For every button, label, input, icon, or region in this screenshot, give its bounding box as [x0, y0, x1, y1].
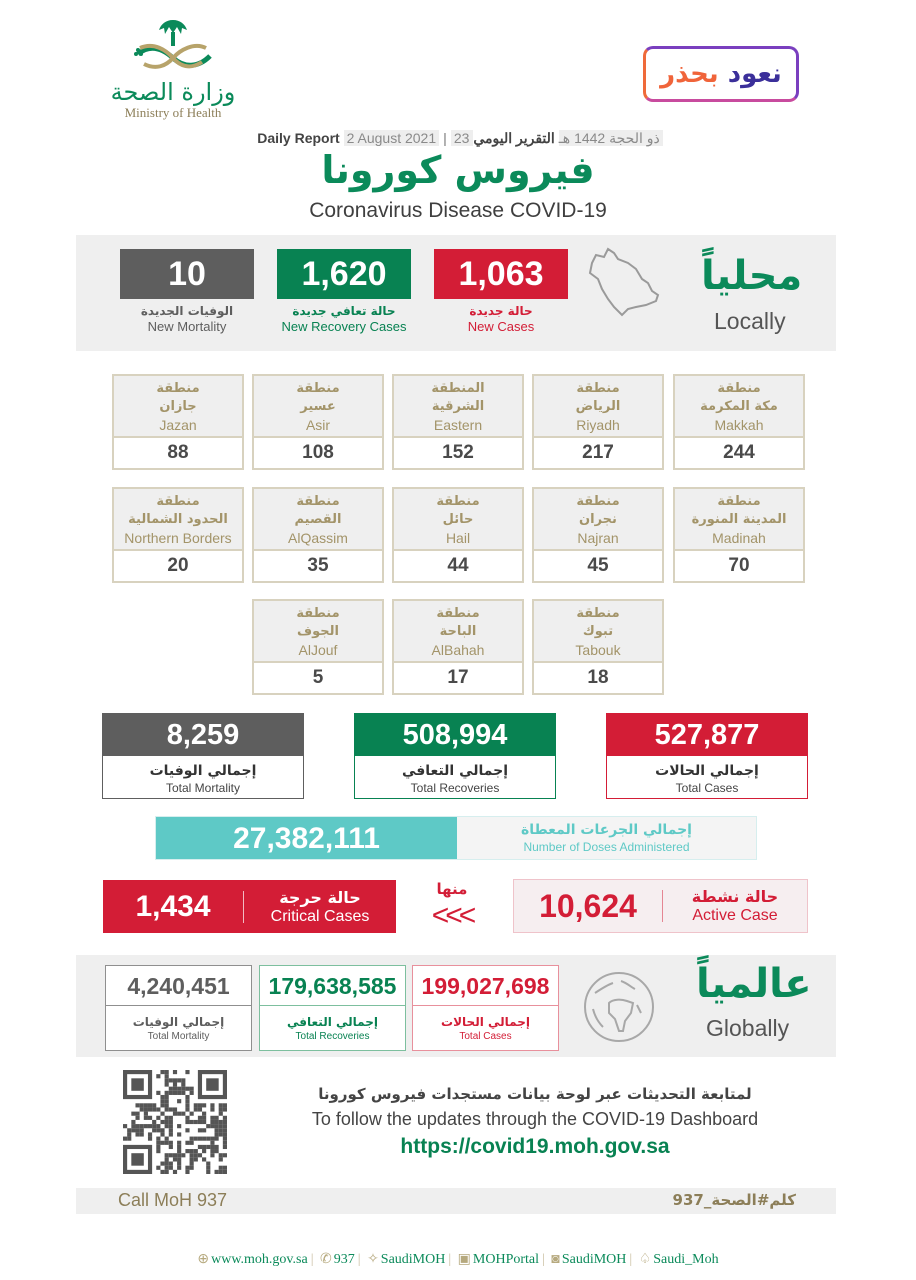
page-title-english: Coronavirus Disease COVID-19	[309, 199, 607, 222]
follow-text-en: To follow the updates through the COVID-19 Dashboard	[311, 1109, 759, 1129]
region-name-en: AlBahah	[431, 642, 485, 658]
new-mortality-label-ar: الوفيات الجديدة	[140, 304, 234, 318]
call-hashtag-text: كلم#الصحة_937	[672, 1191, 796, 1209]
page-title-arabic: فيروس كورونا	[321, 148, 595, 192]
footer-links: ⊕ www.moh.gov.sa | ✆ 937 | ✧ SaudiMOH | ▣ MOHPortal | ◙ SaudiMOH | ♤ Saudi_Moh	[197, 1252, 719, 1267]
region-header	[394, 489, 522, 551]
footer-snapchat-link[interactable]: Saudi_Moh	[653, 1252, 719, 1267]
logo-english-text: Ministry of Health	[124, 105, 222, 120]
region-prefix: المنطقة	[431, 381, 485, 396]
global-recoveries-card	[259, 965, 406, 1051]
global-cases-label-en: Total Cases	[459, 1031, 512, 1042]
region-name-en: Riyadh	[576, 417, 620, 433]
new-recoveries-label	[264, 303, 424, 335]
region-name-ar: الحدود الشمالية	[128, 512, 228, 527]
new-cases-label-en: New Cases	[467, 319, 535, 334]
region-header	[114, 376, 242, 438]
active-cases-label-ar: حالة نشطة	[691, 887, 779, 906]
region-card	[532, 487, 664, 583]
region-name-en: Makkah	[714, 417, 764, 433]
globally-heading-en: Globally	[706, 1015, 790, 1041]
locally-panel	[76, 235, 836, 351]
region-prefix: منطقة	[436, 606, 480, 621]
phone-icon: ✆	[320, 1252, 332, 1267]
region-prefix: منطقة	[156, 494, 200, 509]
locally-heading-ar: محلياً	[701, 253, 803, 299]
active-cases-label-en: Active Case	[692, 907, 778, 924]
region-name-en: Tabouk	[575, 642, 621, 658]
global-recoveries-label-ar: إجمالي التعافي	[287, 1015, 378, 1029]
total-recoveries-value: 508,994	[355, 714, 555, 756]
divider	[662, 890, 663, 922]
total-cases-card	[606, 713, 808, 799]
critical-cases-value: 1,434	[135, 889, 211, 923]
snapchat-icon: ♤	[638, 1252, 652, 1267]
palm-swords-emblem-icon	[128, 18, 218, 72]
twitter-icon: ✧	[367, 1252, 379, 1267]
region-value: 44	[447, 555, 469, 576]
region-card	[392, 374, 524, 470]
globe-icon: ⊕	[197, 1252, 210, 1267]
global-mortality-label-en: Total Mortality	[147, 1031, 210, 1042]
new-mortality-label-en: New Mortality	[147, 319, 227, 334]
region-header	[675, 489, 803, 551]
total-cases-label-ar: إجمالي الحالات	[655, 763, 759, 779]
footer-youtube-link[interactable]: MOHPortal	[472, 1252, 540, 1267]
call-moh-text: Call MoH 937	[118, 1190, 228, 1210]
region-name-en: Asir	[305, 417, 331, 433]
date-separator: |	[443, 130, 447, 146]
doses-label-ar: إجمالي الجرعات المعطاة	[521, 822, 692, 838]
region-name-ar: الباحة	[439, 624, 477, 639]
global-mortality-label-ar: إجمالي الوفيات	[132, 1015, 225, 1029]
new-recoveries-value: 1,620	[277, 249, 411, 299]
region-card	[252, 599, 384, 695]
region-prefix: منطقة	[717, 381, 761, 396]
qr-code-icon[interactable]	[123, 1070, 227, 1174]
footer-website-link[interactable]: www.moh.gov.sa	[211, 1252, 308, 1267]
region-name-ar: الجوف	[297, 624, 339, 639]
region-name-en: Northern Borders	[124, 530, 232, 546]
region-name-en: AlJouf	[298, 642, 338, 658]
region-header	[534, 489, 662, 551]
region-card	[532, 599, 664, 695]
total-mortality-value: 8,259	[103, 714, 303, 756]
region-prefix: منطقة	[576, 494, 620, 509]
doses-label	[457, 817, 756, 859]
region-header	[394, 601, 522, 663]
region-prefix: منطقة	[156, 381, 200, 396]
region-name-ar: الرياض	[575, 399, 621, 414]
globally-heading-ar: عالمياً	[696, 961, 812, 1007]
youtube-icon: ▣	[457, 1252, 471, 1267]
total-cases-value: 527,877	[607, 714, 807, 756]
of-which-indicator	[412, 880, 492, 930]
moh-logo	[108, 18, 238, 124]
region-prefix: منطقة	[296, 606, 340, 621]
region-prefix: منطقة	[296, 381, 340, 396]
region-name-ar: مكة المكرمة	[700, 399, 778, 414]
critical-cases-label	[244, 888, 396, 926]
region-value: 35	[307, 555, 329, 576]
region-name-ar: الشرقية	[431, 399, 485, 414]
region-card	[673, 487, 805, 583]
follow-text-ar: لمتابعة التحديثات عبر لوحة بيانات مستجدات فيروس كورونا	[318, 1085, 752, 1103]
region-prefix: منطقة	[576, 381, 620, 396]
region-prefix: منطقة	[296, 494, 340, 509]
region-value: 88	[167, 442, 189, 463]
region-card	[392, 487, 524, 583]
region-value: 152	[442, 442, 474, 463]
region-value: 217	[582, 442, 614, 463]
dashboard-info	[270, 1082, 800, 1162]
region-card	[392, 599, 524, 695]
badge-text-part2: بحذر	[660, 59, 719, 89]
global-mortality-value: 4,240,451	[106, 966, 251, 1006]
global-recoveries-value: 179,638,585	[260, 966, 405, 1006]
saudi-map-icon	[584, 243, 674, 317]
global-recoveries-label-en: Total Recoveries	[295, 1031, 370, 1042]
region-value: 45	[587, 555, 609, 576]
locally-heading-en: Locally	[714, 308, 786, 334]
region-header	[394, 376, 522, 438]
global-cases-card	[412, 965, 559, 1051]
global-cases-value: 199,027,698	[413, 966, 558, 1006]
report-label-ar: التقرير اليومي	[473, 130, 555, 146]
region-name-en: Eastern	[433, 417, 483, 433]
region-name-ar: جازان	[159, 399, 197, 414]
active-cases-label	[663, 887, 807, 925]
region-card	[252, 374, 384, 470]
region-prefix: منطقة	[717, 494, 761, 509]
region-header	[675, 376, 803, 438]
region-value: 108	[302, 442, 334, 463]
region-value: 244	[723, 442, 755, 463]
new-mortality-label	[107, 303, 267, 335]
region-name-en: Hail	[445, 530, 471, 546]
active-cases-card	[513, 879, 808, 933]
active-cases-value: 10,624	[539, 887, 637, 924]
region-value: 18	[587, 667, 609, 688]
region-value: 20	[167, 555, 189, 576]
region-value: 70	[728, 555, 750, 576]
footer-twitter-link[interactable]: SaudiMOH	[380, 1252, 446, 1267]
region-card	[673, 374, 805, 470]
region-name-ar: نجران	[579, 512, 617, 527]
region-name-ar: حائل	[442, 512, 474, 527]
region-name-en: Jazan	[159, 417, 197, 433]
region-card	[532, 374, 664, 470]
region-name-ar: المدينة المنورة	[691, 512, 787, 527]
badge-text-part1: نعود	[727, 59, 782, 89]
total-mortality-card	[102, 713, 304, 799]
doses-administered-card	[155, 816, 757, 860]
global-cases-label-ar: إجمالي الحالات	[441, 1015, 530, 1029]
logo-arabic-text: وزارة الصحة	[110, 78, 236, 106]
region-header	[254, 376, 382, 438]
total-recoveries-label-ar: إجمالي التعافي	[401, 763, 509, 779]
region-name-ar: عسير	[300, 399, 336, 414]
region-name-ar: تبوك	[582, 624, 614, 639]
region-header	[254, 489, 382, 551]
region-header	[534, 376, 662, 438]
campaign-badge	[643, 46, 799, 102]
new-mortality-value: 10	[120, 249, 254, 299]
date-hijri: 23 ذو الحجة 1442 هـ	[451, 130, 663, 146]
footer-phone[interactable]: 937	[333, 1252, 355, 1267]
arrows-left-icon: <<<	[431, 899, 473, 932]
globally-panel	[76, 955, 836, 1057]
call-bar	[76, 1188, 836, 1214]
new-cases-value: 1,063	[434, 249, 568, 299]
globe-icon	[581, 969, 657, 1045]
date-gregorian: 2 August 2021	[344, 130, 440, 146]
region-name-ar: القصيم	[294, 512, 342, 527]
region-value: 5	[312, 667, 324, 688]
critical-cases-label-ar: حالة حرجة	[279, 887, 361, 907]
critical-cases-card	[103, 880, 396, 933]
region-value: 17	[447, 667, 469, 688]
region-header	[254, 601, 382, 663]
region-header	[114, 489, 242, 551]
dashboard-link[interactable]: https://covid19.moh.gov.sa	[400, 1135, 670, 1158]
footer-instagram-link[interactable]: SaudiMOH	[561, 1252, 627, 1267]
of-which-label: منها	[436, 880, 468, 898]
total-recoveries-card	[354, 713, 556, 799]
new-cases-label-ar: حالة جديدة	[469, 304, 533, 318]
doses-value: 27,382,111	[156, 817, 457, 859]
critical-cases-label-en: Critical Cases	[270, 907, 370, 925]
global-mortality-card	[105, 965, 252, 1051]
region-card	[252, 487, 384, 583]
total-cases-label-en: Total Cases	[675, 781, 739, 795]
report-label-en: Daily Report	[257, 130, 340, 146]
new-recoveries-label-ar: حالة تعافي جديدة	[292, 304, 396, 318]
region-header	[534, 601, 662, 663]
new-cases-label	[421, 303, 581, 335]
region-name-en: AlQassim	[288, 530, 348, 546]
region-prefix: منطقة	[436, 494, 480, 509]
region-prefix: منطقة	[576, 606, 620, 621]
region-name-en: Madinah	[712, 530, 766, 546]
instagram-icon: ◙	[551, 1252, 560, 1267]
total-mortality-label-ar: إجمالي الوفيات	[149, 763, 257, 779]
total-mortality-label-en: Total Mortality	[165, 781, 241, 795]
total-recoveries-label-en: Total Recoveries	[410, 781, 500, 795]
region-card	[112, 487, 244, 583]
new-recoveries-label-en: New Recovery Cases	[281, 319, 407, 334]
region-card	[112, 374, 244, 470]
report-date-line	[230, 130, 690, 147]
doses-label-en: Number of Doses Administered	[523, 840, 690, 854]
region-name-en: Najran	[577, 530, 619, 546]
